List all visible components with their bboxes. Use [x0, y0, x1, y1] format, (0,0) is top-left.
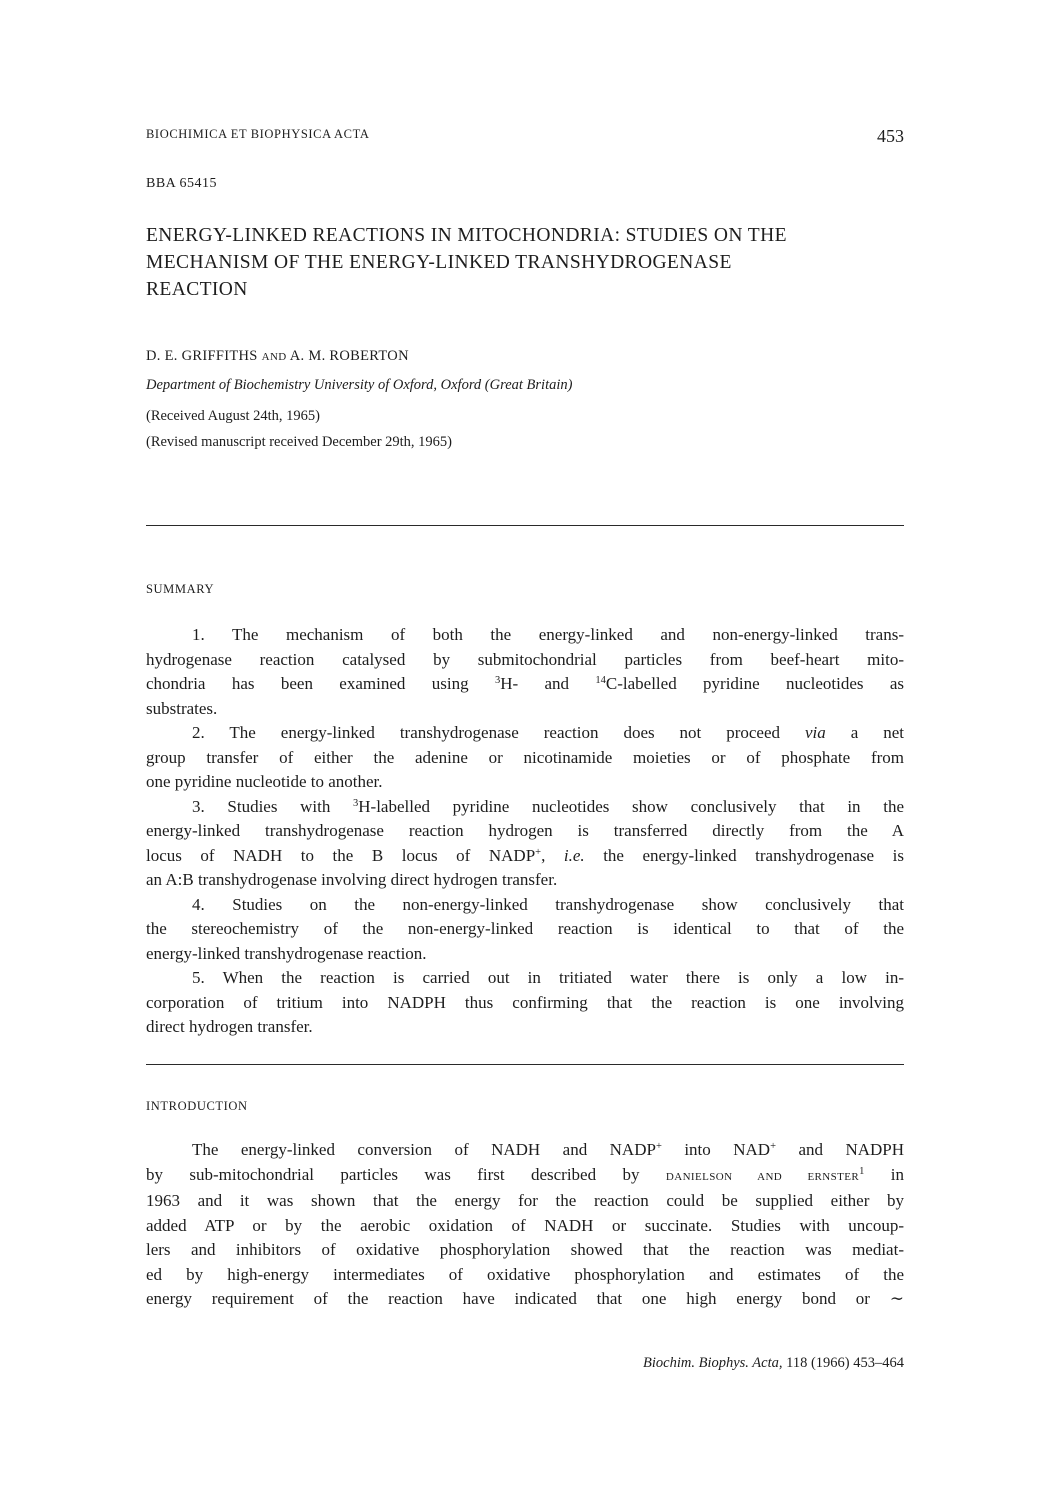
intro-line: lers and inhibitors of oxidative phosphorylation showed that the reaction was mediat-: [146, 1240, 904, 1259]
reference-marker: 1: [859, 1165, 865, 1177]
introduction-heading: INTRODUCTION: [146, 1099, 248, 1113]
summary-line: 4. Studies on the non-energy-linked transhydrogenase show conclusively that: [192, 894, 904, 914]
footer-journal: Biochim. Biophys. Acta,: [643, 1355, 783, 1371]
intro-line: added ATP or by the aerobic oxidation of NADH or succinate. Studies with uncoup-: [146, 1215, 904, 1235]
cited-author: ERNSTER: [807, 1170, 860, 1183]
summary-line: 2. The energy-linked transhydrogenase reaction does not proceed via a net: [192, 723, 904, 742]
page-number: 453: [877, 126, 904, 146]
introduction-body: [146, 1138, 904, 1312]
summary-line: group transfer of either the adenine or nicotinamide moieties or of phosphate from: [146, 747, 904, 767]
paper-page: [146, 0, 904, 1500]
revised-date: (Revised manuscript received December 29th, 1965): [146, 434, 453, 450]
summary-line: 5. When the reaction is carried out in tritiated water there is only a low in-: [192, 968, 904, 987]
author-list: [146, 348, 409, 365]
summary-line: energy-linked transhydrogenase reaction hydrogen is transferred directly from the A: [146, 821, 904, 840]
summary-heading: SUMMARY: [146, 582, 215, 596]
summary-line: corporation of tritium into NADPH thus confirming that the reaction is one involving: [146, 992, 904, 1012]
title-line: ENERGY-LINKED REACTIONS IN MITOCHONDRIA: STUDIES ON THE: [146, 225, 787, 246]
intro-line: energy requirement of the reaction have indicated that one high energy bond or ∼: [146, 1289, 904, 1308]
divider: [146, 525, 904, 526]
intro-line: by sub-mitochondrial particles was first described by DANIELSON AND ERNSTER$^1$ in: [146, 1164, 904, 1184]
footer-volume: 118 (1966) 453–464: [782, 1355, 904, 1371]
divider: [146, 1064, 904, 1065]
footer-citation: [643, 1355, 904, 1372]
summary-body: [146, 623, 904, 1040]
summary-line: 1. The mechanism of both the energy-linked and non-energy-linked trans-: [192, 625, 904, 644]
intro-line: 1963 and it was shown that the energy for the reaction could be supplied either by: [146, 1191, 904, 1210]
summary-line: locus of NADH to the B locus of NADP+, i.e. the energy-linked transhydrogenase is: [146, 845, 904, 865]
summary-line: one pyridine nucleotide to another.: [146, 772, 383, 791]
summary-line: 3. Studies with $^3$H-labelled pyridine nucleotides show conclusively that in the: [192, 796, 904, 816]
summary-line: an A:B transhydrogenase involving direct hydrogen transfer.: [146, 870, 558, 889]
title-line: REACTION: [146, 279, 248, 300]
author-conjunction: AND: [261, 351, 287, 363]
summary-line: the stereochemistry of the non-energy-linked reaction is identical to that of the: [146, 919, 904, 938]
summary-line: energy-linked transhydrogenase reaction.: [146, 943, 427, 963]
author-name: A. M. ROBERTON: [289, 348, 409, 364]
affiliation: Department of Biochemistry University of Oxford, Oxford (Great Britain): [146, 377, 573, 393]
article-id: BBA 65415: [146, 176, 218, 191]
summary-line: chondria has been examined using $^3$H- and $^{14}$C-labelled pyridine nucleotides as: [146, 674, 905, 693]
summary-line: substrates.: [146, 698, 218, 718]
title-line: MECHANISM OF THE ENERGY-LINKED TRANSHYDROGENASE: [146, 252, 732, 273]
summary-line: direct hydrogen transfer.: [146, 1017, 313, 1036]
article-title: [146, 222, 904, 303]
author-name: D. E. GRIFFITHS: [146, 348, 258, 364]
cited-author: DANIELSON: [665, 1170, 733, 1183]
journal-header: BIOCHIMICA ET BIOPHYSICA ACTA: [146, 127, 370, 141]
intro-line: ed by high-energy intermediates of oxidative phosphorylation and estimates of the: [146, 1264, 904, 1284]
received-date: (Received August 24th, 1965): [146, 408, 320, 424]
intro-line: The energy-linked conversion of NADH and NADP+ into NAD+ and NADPH: [192, 1140, 905, 1159]
summary-line: hydrogenase reaction catalysed by submitochondrial particles from beef-heart mito-: [146, 649, 904, 669]
